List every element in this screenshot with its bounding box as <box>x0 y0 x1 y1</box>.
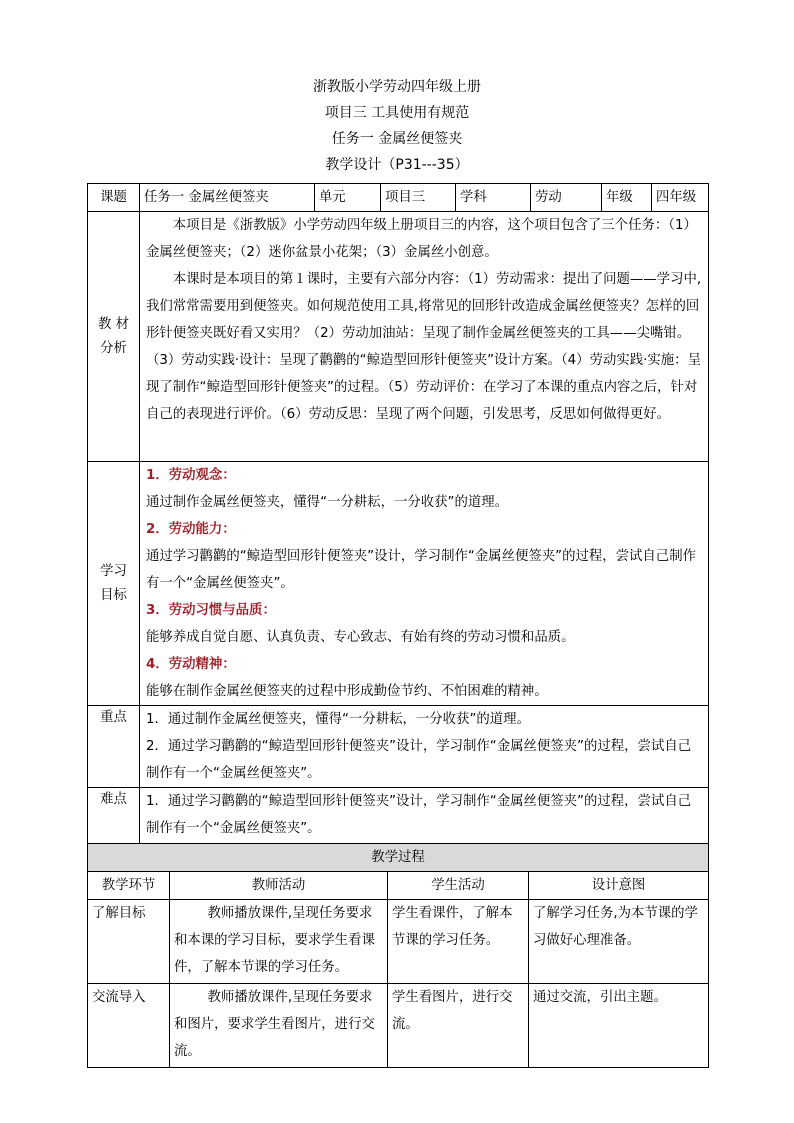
material-label-line-1: 教 材 <box>97 316 130 332</box>
teacher-cell: 教师播放课件,呈现任务要求和图片，要求学生看图片，进行交流。 <box>170 984 388 1068</box>
col-header-intent: 设计意图 <box>529 872 709 900</box>
objective-heading-1: 1．劳动观念： <box>146 468 236 483</box>
student-cell: 学生看课件，了解本节课的学习任务。 <box>388 900 529 984</box>
material-label <box>88 212 140 462</box>
key-points-content <box>140 706 709 788</box>
table-row <box>88 984 709 1068</box>
process-header-row <box>88 872 709 900</box>
col-header-stage: 教学环节 <box>88 872 170 900</box>
intent-cell: 了解学习任务,为本节课的学习做好心理准备。 <box>529 900 709 984</box>
title-line-4: 教学设计（P31---35） <box>325 157 469 173</box>
col-header-student: 学生活动 <box>388 872 529 900</box>
course-value: 任务一 金属丝便签夹 <box>140 184 315 212</box>
col-header-teacher: 教师活动 <box>170 872 388 900</box>
objective-text-2: 通过学习鹳鹳的“鲸造型回形针便签夹”设计，学习制作“金属丝便签夹”的过程，尝试自己制作有一个“金属丝便签夹”。 <box>146 549 696 591</box>
process-band-row <box>88 844 709 872</box>
unit-value: 项目三 <box>381 184 456 212</box>
difficult-points-label: 难点 <box>88 788 140 846</box>
table-row <box>88 900 709 984</box>
teacher-cell: 教师播放课件,呈现任务要求和本课的学习目标，要求学生看课件，了解本节课的学习任务。 <box>170 900 388 984</box>
material-content <box>140 212 709 462</box>
difficult-points-content <box>140 788 709 846</box>
key-points-row <box>88 706 709 788</box>
subject-label: 学科 <box>456 184 531 212</box>
process-band: 教学过程 <box>88 844 709 872</box>
title-line-3: 任务一 金属丝便签夹 <box>331 131 463 147</box>
objectives-content <box>140 462 709 706</box>
objectives-label-line-2: 目标 <box>100 587 127 603</box>
title-line-2: 项目三 工具使用有规范 <box>324 105 470 121</box>
material-row <box>88 212 709 462</box>
lesson-info-table <box>87 183 709 846</box>
title-line-1: 浙教版小学劳动四年级上册 <box>313 79 481 95</box>
student-cell: 学生看图片，进行交流。 <box>388 984 529 1068</box>
objective-text-1: 通过制作金属丝便签夹，懂得“一分耕耘，一分收获”的道理。 <box>146 495 509 510</box>
teaching-process-table <box>87 843 709 1068</box>
material-label-line-2: 分析 <box>100 340 127 356</box>
key-point-2: 2．通过学习鹳鹳的“鲸造型回形针便签夹”设计，学习制作“金属丝便签夹”的过程，尝试自己制作有一个“金属丝便签夹”。 <box>146 739 692 781</box>
material-paragraph-1: 本项目是《浙教版》小学劳动四年级上册项目三的内容，这个项目包含了三个任务：（1）金属丝便签夹；（2）迷你盆景小花架；（3）金属丝小创意。 <box>146 218 697 260</box>
objective-heading-4: 4．劳动精神： <box>146 657 236 672</box>
stage-cell: 了解目标 <box>88 900 170 984</box>
objective-heading-3: 3．劳动习惯与品质： <box>146 603 276 618</box>
grade-value: 四年级 <box>652 184 709 212</box>
material-paragraph-2: 本课时是本项目的第１课时，主要有六部分内容：（1）劳动需求：提出了问题——学习中,我们常常需要用到便签夹。如何规范使用工具,将常见的回形针改造成金属丝便签夹？怎样的回形针便签夹既好看又实用？（2）劳动加油站：呈现了制作金属丝便签夹的工具——尖嘴钳。（3）劳动实践·设计：呈现了鹳鹳的“鲸造型回形针便签夹”设计方案。（4）劳动实践·实施：呈现了制作“鲸造型回形针便签夹”的过程。（5）劳动评价：在学习了本课的重点内容之后，针对自己的表现进行评价。（6）劳动反思：呈现了两个问题，引发思考，反思如何做得更好。 <box>146 272 702 422</box>
objective-text-4: 能够在制作金属丝便签夹的过程中形成勤俭节约、不怕困难的精神。 <box>146 684 548 699</box>
intent-cell: 通过交流，引出主题。 <box>529 984 709 1068</box>
difficult-points-row <box>88 788 709 846</box>
objectives-row <box>88 462 709 706</box>
course-label: 课题 <box>88 184 140 212</box>
key-point-1: 1．通过制作金属丝便签夹，懂得“一分耕耘，一分收获”的道理。 <box>146 712 530 727</box>
objective-text-3: 能够养成自觉自愿、认真负责、专心致志、有始有终的劳动习惯和品质。 <box>146 630 575 645</box>
unit-label: 单元 <box>315 184 381 212</box>
objective-heading-2: 2．劳动能力： <box>146 522 236 537</box>
objectives-label <box>88 462 140 706</box>
stage-cell: 交流导入 <box>88 984 170 1068</box>
grade-label: 年级 <box>602 184 652 212</box>
objectives-label-line-1: 学习 <box>100 563 127 579</box>
document-title-block <box>0 74 794 178</box>
difficult-point-1: 1．通过学习鹳鹳的“鲸造型回形针便签夹”设计，学习制作“金属丝便签夹”的过程，尝试自己制作有一个“金属丝便签夹”。 <box>146 794 692 836</box>
subject-value: 劳动 <box>531 184 602 212</box>
key-points-label: 重点 <box>88 706 140 788</box>
course-row <box>88 184 709 212</box>
